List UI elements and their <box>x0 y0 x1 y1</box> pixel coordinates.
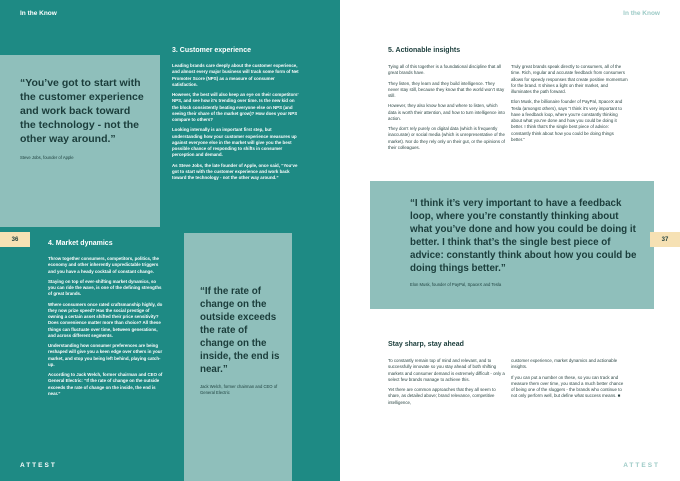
market-dynamics-title: 4. Market dynamics <box>48 240 113 247</box>
customer-experience-title: 3. Customer experience <box>172 47 251 54</box>
stay-sharp-column-2 <box>511 358 628 404</box>
musk-quote-attribution: Elon Musk, founder of PayPal, SpaceX and Tesla <box>410 282 502 288</box>
paragraph: customer experience, market dynamics and actionable insights. <box>511 358 618 370</box>
welch-quote-box <box>184 233 292 481</box>
welch-quote-attribution: Jack Welch, former chairman and CEO of General Electric <box>200 384 278 396</box>
paragraph: According to Jack Welch, former chairman and CEO of General Electric: “If the rate of change on the outside exceeds the rate of change on the inside, the end is near.” <box>48 372 163 396</box>
paragraph: As Steve Jobs, the late founder of Apple, once said, “You’ve got to start with the customer experience and work back toward the technology - not the other way around.” <box>172 162 298 180</box>
paragraph: Leading brands care deeply about the customer experience, and almost every major business will track some form of Net Promoter Score (NPS) as a measure of consumer satisfaction. <box>172 63 299 87</box>
jobs-quote-box <box>0 55 160 227</box>
left-header-title: In the Know <box>20 10 57 17</box>
actionable-insights-title: 5. Actionable insights <box>388 47 461 54</box>
actionable-insights-column-1 <box>388 64 505 155</box>
welch-quote-text: “If the rate of change on the outside exceeds the rate of change on the inside, the end is near.” <box>200 286 280 376</box>
right-header-title: In the Know <box>623 10 660 17</box>
stay-sharp-title: Stay sharp, stay ahead <box>388 341 464 348</box>
paragraph: They listen, they learn and they build intelligence. They never stay still, because they know that the world won’t stay still. <box>388 80 505 98</box>
paragraph: Truly great brands speak directly to consumers, all of the time. Rich, regular and accurate feedback from consumers allows for speedy responses that create positive momentum for the brand. It shines a light on their market, and illuminates the path forward. <box>511 64 628 94</box>
stay-sharp-column-1 <box>388 358 505 410</box>
right-page <box>340 0 680 481</box>
paragraph: If you can put a number on these, so you can track and measure them over time, you stand a much better chance of being one of the sluggers - the brands who continue to not only perform well, but define what success means. ■ <box>511 374 624 399</box>
paragraph: Looking internally is an important first step, but understanding how your customer experience measures up against everyone else in the market will give you the best possible chance of responding to shifts in consumer perception and demand. <box>172 127 297 158</box>
paragraph: Elon Musk, the billionaire founder of PayPal, SpaceX and Tesla (amongst others), says “I think it’s very important to have a feedback loop, where you’re constantly thinking about what you’ve done and how you could be doing it better. I think that’s the single best piece of advice: constantly think about how you could be doing things better.” <box>511 99 623 142</box>
musk-quote-text: “I think it’s very important to have a feedback loop, where you’re constantly thinking about what you’ve done and how you could be doing it better. I think that’s the single best piece of advice: constantly think about how you could be doing things better.” <box>410 198 637 275</box>
attest-logo-right: ATTEST <box>623 462 660 469</box>
actionable-insights-column-2 <box>511 64 628 147</box>
page-number-right: 37 <box>650 232 680 247</box>
page-number-left: 36 <box>0 232 30 247</box>
customer-experience-section <box>172 47 300 185</box>
paragraph: Tying all of this together is a foundational discipline that all great brands have. <box>388 64 502 76</box>
paragraph: However, the best will also keep an eye on their competitors’ NPS, and see how it’s trending over time. Is the new kid on the block consistently beating everyone else on NPS (and seeing their share of the market grow)? How does your NPS compare to others? <box>172 92 299 122</box>
paragraph: Where consumers once rated craftsmanship highly, do they now prize speed? Has the social prestige of owning a certain asset shifted their price sensitivity? Does convenience matter more than choice? All these things can fluctuate over time, between generations, and across different segments. <box>48 301 163 338</box>
attest-logo-left: ATTEST <box>20 462 57 469</box>
musk-quote-box <box>370 181 654 309</box>
paragraph: Understanding how consumer preferences are being reshaped will give you a keen edge over others in your market, and stop you being left behind, playing catch-up. <box>48 343 163 367</box>
paragraph: Yet there are common approaches that they all seem to share, as detailed above; brand relevance, competitive intelligence, <box>388 387 496 405</box>
paragraph: However, they also know how and where to listen, which data is worth their attention, and how to turn intelligence into action. <box>388 103 505 121</box>
paragraph: They don’t rely purely on digital data (which is frequently inaccurate) or social media (which is unrepresentative of the market). Nor do they rely only on their gut, or the opinions of their colleagues. <box>388 126 505 150</box>
paragraph: To constantly remain top of mind and relevant, and to successfully innovate so you stay ahead of both shifting markets and consumer demand is extremely difficult - only a select few brands manage to achieve this. <box>388 358 505 382</box>
paragraph: Staying on top of ever-shifting market dynamics, so you can ride the wave, is one of the defining strengths of great brands. <box>48 278 162 297</box>
jobs-quote-attribution: Steve Jobs, founder of Apple <box>20 154 74 160</box>
jobs-quote-text: “You’ve got to start with the customer experience and work back toward the technology - not the other way around.” <box>20 77 144 145</box>
paragraph: Throw together consumers, competitors, politics, the economy and other inherently unpredictable triggers and you have a heady cocktail of constant change. <box>48 256 160 274</box>
market-dynamics-section <box>48 240 164 401</box>
